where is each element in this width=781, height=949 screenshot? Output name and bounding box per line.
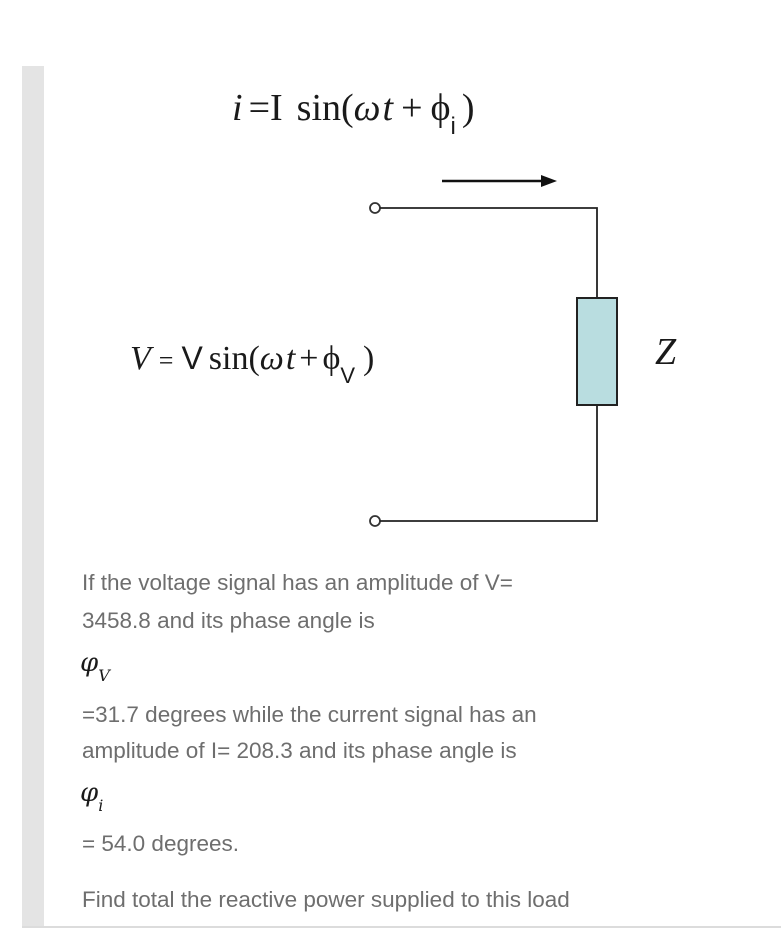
phi-symbol: ϕ: [430, 87, 451, 129]
phi-v-symbol: [80, 648, 110, 686]
sin-function: sin(: [296, 87, 354, 129]
voltage-equation: [130, 340, 374, 388]
problem-line-3: =31.7 degrees while the current signal has an: [82, 702, 537, 727]
problem-line-2: 3458.8 and its phase angle is: [82, 608, 375, 633]
phi-v-glyph: φ: [80, 648, 99, 678]
impedance-label: Z: [655, 331, 677, 373]
phi-i-glyph: φ: [80, 778, 99, 808]
close-paren: ): [461, 87, 475, 129]
voltage-symbol: V: [130, 340, 151, 377]
impedance-box: [577, 298, 617, 405]
bottom-divider: [22, 926, 781, 928]
phi-subscript: V: [340, 363, 356, 388]
problem-line-1: If the voltage signal has an amplitude of V=: [82, 570, 513, 595]
current-symbol: i: [232, 87, 243, 129]
problem-line-5: = 54.0 degrees.: [82, 831, 239, 856]
phi-i-subscript: i: [98, 796, 104, 816]
time-symbol: t: [285, 340, 296, 377]
phi-i-symbol: [80, 778, 104, 816]
phi-subscript: i: [450, 113, 456, 140]
bottom-terminal: [370, 516, 380, 526]
top-wire: [380, 208, 597, 298]
bottom-wire: [380, 405, 597, 521]
phi-v-subscript: V: [98, 666, 110, 686]
plus-sign: +: [401, 87, 423, 129]
current-amplitude: I: [270, 87, 283, 129]
current-equation: [232, 87, 475, 140]
equals-sign: =: [158, 346, 174, 375]
current-arrow: [442, 175, 557, 187]
top-terminal: [370, 203, 380, 213]
plus-sign: +: [299, 340, 319, 377]
problem-line-4: amplitude of I= 208.3 and its phase angle is: [82, 738, 517, 763]
close-paren: ): [363, 340, 375, 377]
omega-symbol: ω: [353, 87, 381, 129]
voltage-amplitude: V: [181, 340, 203, 376]
phi-symbol: ϕ: [322, 340, 341, 377]
equals-sign: =: [248, 87, 270, 129]
omega-symbol: ω: [259, 340, 284, 377]
problem-line-6: Find total the reactive power supplied to this load: [82, 887, 570, 912]
time-symbol: t: [382, 87, 394, 129]
sin-function: sin(: [208, 340, 260, 377]
